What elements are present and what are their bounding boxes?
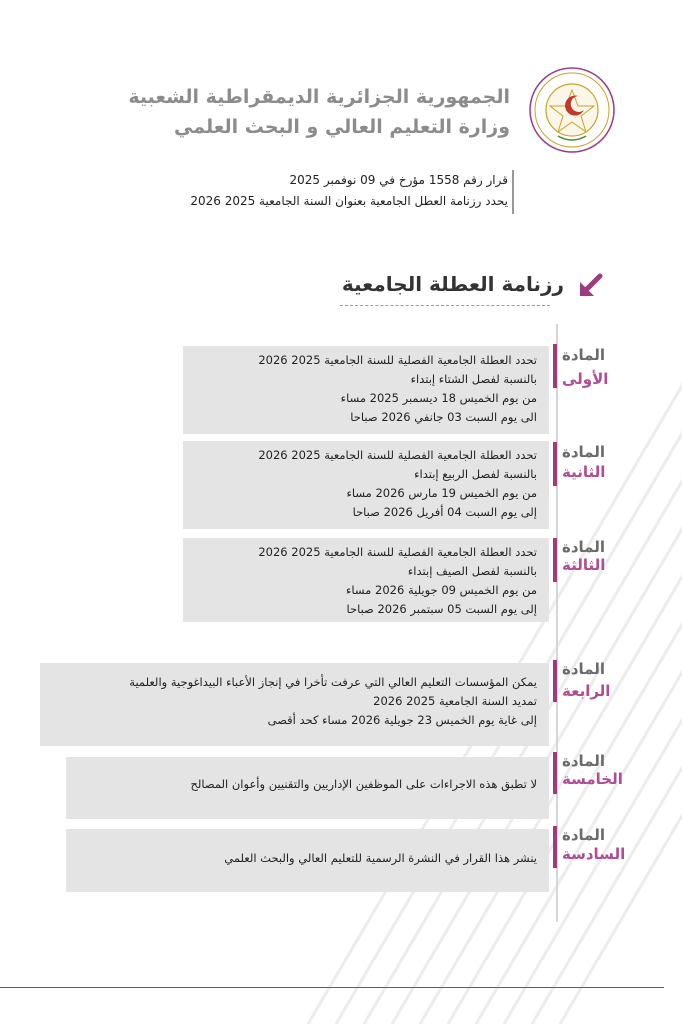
article-2-box [183, 441, 549, 529]
section-underline [340, 305, 550, 306]
article-2-label: المادة [562, 443, 606, 461]
article-1-label: المادة [562, 346, 606, 364]
article-1-line: من يوم الخميس 18 ديسمبر 2025 مساء [340, 391, 537, 405]
article-1-ordinal: الأولى [562, 370, 609, 388]
article-3-line: من يوم الخميس 09 جويلية 2026 مساء [346, 583, 537, 597]
ministry-seal-logo [528, 66, 616, 154]
article-6-box [66, 829, 549, 892]
article-6-accent-bar [553, 826, 557, 868]
article-5-accent-bar [553, 752, 557, 794]
article-6-label: المادة [562, 826, 606, 844]
header-ministry-title: وزارة التعليم العالي و البحث العلمي [174, 116, 510, 138]
decree-divider [512, 170, 514, 214]
footer-line [0, 987, 664, 988]
article-2-ordinal: الثانية [562, 463, 606, 481]
article-4-ordinal: الرابعة [562, 682, 611, 700]
article-4-line: إلى غاية يوم الخميس 23 جويلية 2026 مساء كحد أقصى [267, 713, 537, 727]
header-republic-title: الجمهورية الجزائرية الديمقراطية الشعبية [128, 86, 510, 108]
article-3-box [183, 538, 549, 622]
article-3-ordinal: الثالثة [562, 556, 606, 574]
article-2-line: إلى يوم السبت 04 أفريل 2026 صباحا [352, 505, 537, 519]
article-3-line: تحدد العطلة الجامعية الفصلية للسنة الجامعية 2025 2026 [258, 545, 537, 559]
decree-number: قرار رقم 1558 مؤرخ في 09 نوفمبر 2025 [289, 173, 508, 187]
article-1-accent-bar [553, 344, 557, 388]
article-2-line: من يوم الخميس 19 مارس 2026 مساء [346, 486, 537, 500]
article-6-ordinal: السادسة [562, 845, 626, 863]
arrow-down-left-icon [576, 272, 604, 300]
article-5-ordinal: الخامسة [562, 770, 623, 788]
article-2-line: تحدد العطلة الجامعية الفصلية للسنة الجامعية 2025 2026 [258, 448, 537, 462]
article-3-label: المادة [562, 538, 606, 556]
article-1-line: بالنسبة لفصل الشتاء إبتداء [410, 372, 537, 386]
article-3-line: بالنسبة لفصل الصيف إبتداء [407, 564, 537, 578]
article-5-box [66, 757, 549, 819]
article-4-box [40, 663, 549, 746]
decree-subject: يحدد رزنامة العطل الجامعية بعنوان السنة الجامعية 2025 2026 [190, 194, 508, 208]
article-3-line: إلى يوم السبت 05 سبتمبر 2026 صباحا [346, 602, 537, 616]
article-5-line: لا تطبق هذه الاجراءات على الموظفين الإداريين والتقنيين وأعوان المصالح [190, 777, 537, 791]
article-6-line: ينشر هذا القرار في النشرة الرسمية للتعليم العالي والبحث العلمي [224, 851, 537, 865]
section-title: رزنامة العطلة الجامعية [341, 272, 564, 296]
article-1-line: الى يوم السبت 03 جانفي 2026 صباحا [350, 410, 537, 424]
article-3-accent-bar [553, 538, 557, 582]
article-4-label: المادة [562, 660, 606, 678]
article-4-line: يمكن المؤسسات التعليم العالي التي عرفت تأخرا في إنجاز الأعباء البيداغوجية والعلمية [129, 675, 537, 689]
article-1-box [183, 346, 549, 434]
article-1-line: تحدد العطلة الجامعية الفصلية للسنة الجامعية 2025 2026 [258, 353, 537, 367]
article-4-line: تمديد السنة الجامعية 2025 2026 [373, 694, 537, 708]
article-2-accent-bar [553, 442, 557, 486]
article-5-label: المادة [562, 752, 606, 770]
article-2-line: بالنسبة لفصل الربيع إبتداء [414, 467, 537, 481]
article-4-accent-bar [553, 660, 557, 702]
